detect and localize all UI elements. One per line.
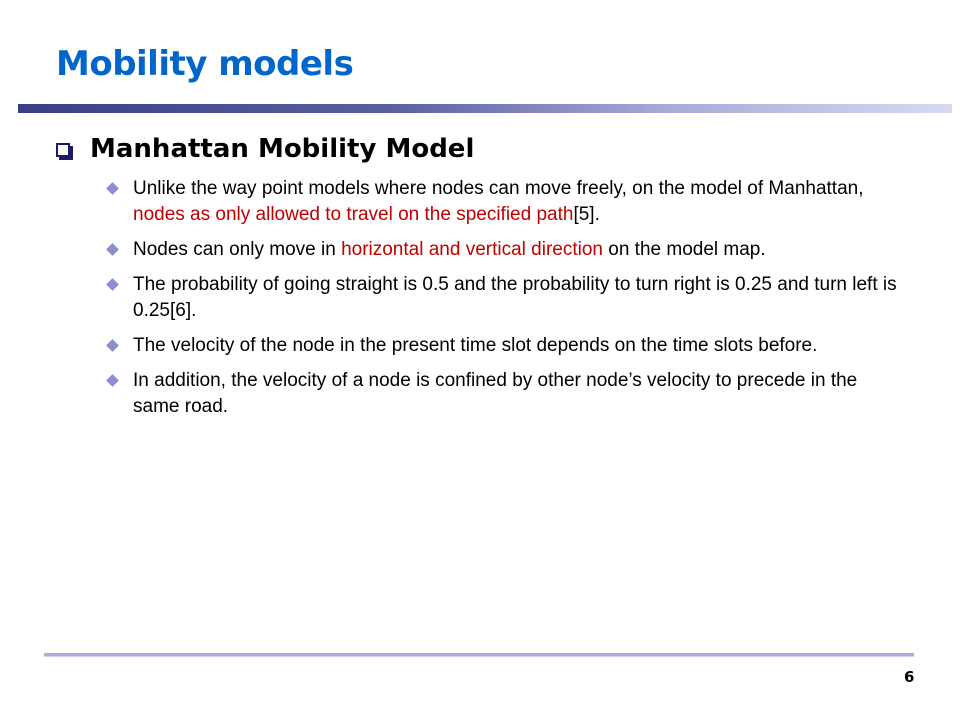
bullet-text: Unlike the way point models where nodes can move freely, on the model of Manhattan, xyxy=(133,178,864,199)
bullet-text-end: on the model map. xyxy=(602,239,766,260)
diamond-bullet-icon xyxy=(106,243,119,256)
bullet-highlight: horizontal and vertical direction xyxy=(341,239,603,260)
section-heading xyxy=(56,134,474,164)
title-divider xyxy=(18,104,952,113)
list-item xyxy=(106,237,906,263)
diamond-bullet-icon xyxy=(106,339,119,352)
bullet-text: The velocity of the node in the present time slot depends on the time slots before. xyxy=(133,335,818,356)
bullet-highlight: nodes as only allowed to travel on the specified path xyxy=(133,204,574,225)
bullet-text: In addition, the velocity of a node is confined by other node’s velocity to precede in the same road. xyxy=(133,370,858,417)
list-item xyxy=(106,368,906,420)
bullet-text: Nodes can only move in xyxy=(133,239,342,260)
footer-divider xyxy=(44,653,914,657)
bullet-text: The probability of going straight is 0.5 and the probability to turn right is 0.25 and turn left is 0.25[6]. xyxy=(133,274,897,321)
section-heading-text: Manhattan Mobility Model xyxy=(90,134,475,164)
slide-title: Mobility models xyxy=(56,44,354,84)
bullet-list xyxy=(106,176,906,429)
bullet-text-end: [5]. xyxy=(573,204,600,225)
page-number: 6 xyxy=(904,668,915,686)
list-item xyxy=(106,176,906,228)
diamond-bullet-icon xyxy=(106,278,119,291)
list-item xyxy=(106,333,906,359)
diamond-bullet-icon xyxy=(106,182,119,195)
diamond-bullet-icon xyxy=(106,374,119,387)
list-item xyxy=(106,272,906,324)
checkbox-icon xyxy=(56,143,70,157)
